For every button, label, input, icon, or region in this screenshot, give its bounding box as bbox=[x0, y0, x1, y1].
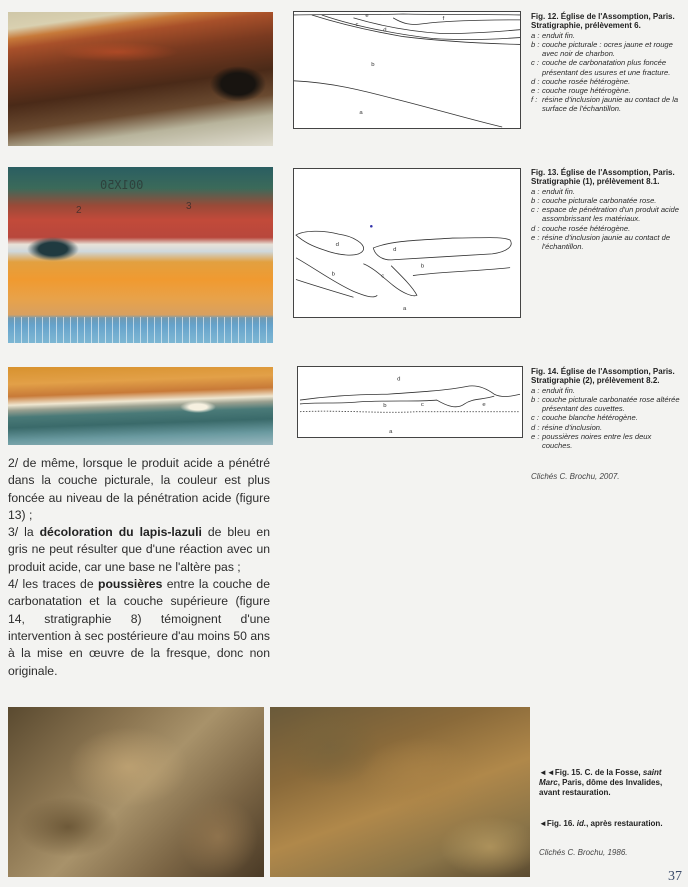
caption-item bbox=[531, 413, 681, 422]
caption-item-key: b : bbox=[531, 196, 540, 206]
fig13-label-d-left: d bbox=[335, 241, 339, 248]
caption-item bbox=[531, 77, 681, 86]
body-paragraph-3: 4/ les traces de poussières entre la couche de carbonatation et la couche supérieure (figure 14, stratigraphie 8) témoignent d'une intervention à sec postérieure d'au moins 50 ans à la mise en œuvre de la fresque, donc non originale. bbox=[8, 577, 270, 678]
caption-item bbox=[531, 31, 681, 40]
caption-item-text: couche rosée hétérogène. bbox=[542, 223, 631, 233]
body-paragraph-1: 2/ de même, lorsque le produit acide a pénétré dans la couche picturale, la couleur est plus foncée au niveau de la pénétration acide (figure 13) ; bbox=[8, 456, 270, 522]
caption-item-key: c : bbox=[531, 205, 540, 215]
fig16-photo bbox=[270, 707, 530, 877]
caption-item bbox=[531, 423, 681, 432]
caption-item-key: c : bbox=[531, 413, 540, 423]
caption-item bbox=[531, 233, 681, 251]
caption-item-key: d : bbox=[531, 223, 540, 233]
fig14-label-c: c bbox=[420, 401, 424, 408]
fig14-photo bbox=[8, 367, 273, 445]
caption-item bbox=[531, 224, 681, 233]
fig13-label-c: c bbox=[381, 273, 385, 280]
fig12-label-f: f bbox=[442, 15, 445, 22]
caption-item-text: enduit fin. bbox=[542, 385, 575, 395]
fig14-caption-title: Fig. 14. Église de l'Assomption, Paris. Stratigraphie (2), prélèvement 8.2. bbox=[531, 367, 675, 386]
caption-item-text: résine d'inclusion. bbox=[542, 422, 603, 432]
caption-item-key: f : bbox=[531, 95, 538, 105]
fig12-label-a: a bbox=[359, 110, 363, 117]
caption-item-text: couche blanche hétérogène. bbox=[542, 413, 638, 423]
caption-item bbox=[531, 386, 681, 395]
fig13-label-a: a bbox=[403, 306, 407, 313]
caption-item bbox=[531, 40, 681, 58]
caption-item-key: e : bbox=[531, 86, 540, 96]
caption-item-key: e : bbox=[531, 232, 540, 242]
fig14-label-b: b bbox=[383, 402, 387, 409]
caption-item bbox=[531, 432, 681, 450]
fig14-diagram bbox=[297, 366, 523, 438]
fig13-diagram bbox=[293, 168, 521, 318]
fig13-scale-number-1: 2 bbox=[76, 205, 82, 216]
caption-item-key: d : bbox=[531, 422, 540, 432]
fig12-label-b: b bbox=[371, 62, 375, 69]
caption-item-text: poussières noires entre les deux couches. bbox=[542, 431, 652, 451]
caption-item bbox=[531, 187, 681, 196]
caption-item-text: résine d'inclusion jaunie au contact de la surface de l'échantillon. bbox=[542, 95, 679, 114]
caption-item-key: a : bbox=[531, 186, 540, 196]
fig15-marker: ◄◄ bbox=[539, 768, 555, 777]
fig12-label-d: d bbox=[383, 27, 387, 34]
fig15-photo bbox=[8, 707, 264, 877]
poussieres-emphasis: poussières bbox=[98, 577, 163, 592]
fig15-16-credit: Clichés C. Brochu, 1986. bbox=[539, 848, 628, 857]
caption-item bbox=[531, 95, 681, 113]
fig12-caption-title: Fig. 12. Église de l'Assomption, Paris. Stratigraphie, prélèvement 6. bbox=[531, 12, 675, 31]
body-paragraph-2: 3/ la décoloration du lapis-lazuli de bleu en gris ne peut résulter que d'une réaction avec un produit acide, car une base ne l'altère pas ; bbox=[8, 525, 270, 574]
body-text bbox=[8, 455, 270, 680]
fig13-caption-items bbox=[531, 187, 681, 251]
fig12-caption-items bbox=[531, 31, 681, 114]
fig14-label-d: d bbox=[397, 376, 401, 383]
caption-item-text: couche picturale carbonatée rose. bbox=[542, 196, 657, 206]
fig12-label-c: c bbox=[355, 21, 359, 28]
fig12-caption bbox=[531, 12, 681, 114]
fig13-scale-number-2: 3 bbox=[186, 201, 192, 212]
fig13-photo bbox=[8, 167, 273, 343]
fig12-diagram bbox=[293, 11, 521, 129]
fig14-label-a: a bbox=[389, 429, 393, 436]
caption-item-text: couche de carbonatation plus foncée présentant des usures et une fracture. bbox=[542, 58, 671, 77]
caption-item bbox=[531, 205, 681, 223]
caption-item-text: couche picturale carbonatée rose altérée présentant des cuvettes. bbox=[542, 395, 680, 414]
fig14-caption-items bbox=[531, 386, 681, 450]
caption-item bbox=[531, 395, 681, 413]
caption-item-text: enduit fin. bbox=[542, 30, 575, 40]
caption-item-text: couche rosée hétérogène. bbox=[542, 76, 631, 86]
fig13-label-b-right: b bbox=[420, 263, 425, 270]
fig14-credit: Clichés C. Brochu, 2007. bbox=[531, 472, 620, 481]
fig16-caption: ◄Fig. 16. id., après restauration. bbox=[539, 819, 663, 828]
caption-item-key: b : bbox=[531, 395, 540, 405]
fig13-label-d-right: d bbox=[393, 246, 397, 253]
fig14-label-e: e bbox=[482, 401, 486, 408]
caption-item-key: e : bbox=[531, 431, 540, 441]
caption-item-key: d : bbox=[531, 76, 540, 86]
caption-item bbox=[531, 58, 681, 76]
lapis-lazuli-emphasis: décoloration du lapis-lazuli bbox=[39, 525, 202, 540]
caption-item-text: enduit fin. bbox=[542, 186, 575, 196]
page-number: 37 bbox=[668, 869, 682, 884]
fig15-caption: ◄◄Fig. 15. C. de la Fosse, saint Marc, Paris, dôme des Invalides, avant restauration. bbox=[539, 768, 663, 797]
caption-item-key: a : bbox=[531, 385, 540, 395]
fig13-photo-text: 001X50 bbox=[100, 178, 144, 192]
caption-item bbox=[531, 86, 681, 95]
caption-item-key: c : bbox=[531, 58, 540, 68]
fig13-caption bbox=[531, 168, 681, 251]
caption-item-text: couche picturale : ocres jaune et rouge avec noir de charbon. bbox=[542, 40, 673, 59]
caption-item-text: espace de pénétration d'un produit acide assombrissant les matériaux. bbox=[542, 205, 679, 224]
caption-item bbox=[531, 196, 681, 205]
caption-item-key: b : bbox=[531, 40, 540, 50]
caption-item-key: a : bbox=[531, 30, 540, 40]
fig16-marker: ◄ bbox=[539, 819, 547, 828]
caption-item-text: résine d'inclusion jaunie au contact de l'échantillon. bbox=[542, 232, 671, 252]
fig12-photo bbox=[8, 12, 273, 146]
fig13-label-b-left: b bbox=[331, 271, 335, 278]
caption-item-text: couche rouge hétérogène. bbox=[542, 86, 631, 96]
fig12-label-e: e bbox=[365, 12, 369, 19]
fig13-caption-title: Fig. 13. Église de l'Assomption, Paris. Stratigraphie (1), prélèvement 8.1. bbox=[531, 168, 675, 187]
fig14-caption bbox=[531, 367, 681, 450]
